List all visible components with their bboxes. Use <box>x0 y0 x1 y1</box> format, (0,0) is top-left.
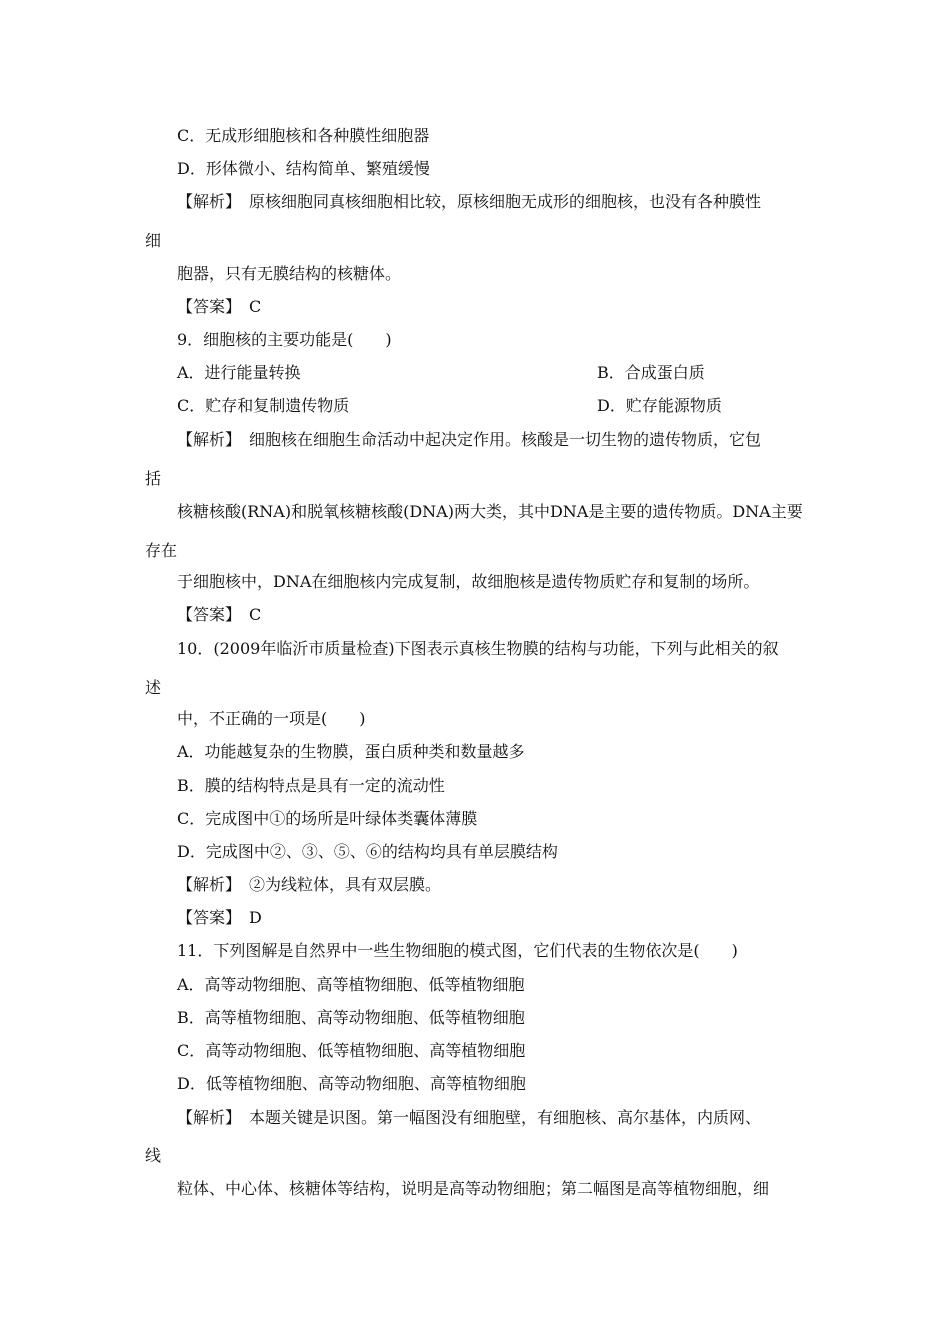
option-b-q10: B．膜的结构特点是具有一定的流动性 <box>177 776 445 795</box>
analysis-q9-line3: 于细胞核中，DNA在细胞核内完成复制，故细胞核是遗传物质贮存和复制的场所。 <box>177 572 760 591</box>
option-d-q11: D．低等植物细胞、高等动物细胞、高等植物细胞 <box>177 1074 526 1093</box>
analysis-q9-line1: 【解析】 细胞核在细胞生命活动中起决定作用。核酸是一切生物的遗传物质，它包 <box>177 430 762 449</box>
analysis-q9-wrap2: 存在 <box>145 541 178 560</box>
analysis-q8-line2: 胞器，只有无膜结构的核糖体。 <box>177 264 402 283</box>
analysis-q9-wrap1: 括 <box>145 469 162 488</box>
analysis-q11-line2: 粒体、中心体、核糖体等结构，说明是高等动物细胞；第二幅图是高等植物细胞，细 <box>177 1179 770 1198</box>
option-c-q8: C．无成形细胞核和各种膜性细胞器 <box>177 126 430 145</box>
question-10-wrap: 述 <box>145 678 162 697</box>
option-c-q11: C．高等动物细胞、低等植物细胞、高等植物细胞 <box>177 1041 526 1060</box>
analysis-q10: 【解析】 ②为线粒体，具有双层膜。 <box>177 875 442 894</box>
question-10-line1: 10．(2009年临沂市质量检查)下图表示真核生物膜的结构与功能，下列与此相关的叙 <box>177 639 779 658</box>
question-10-line2: 中，不正确的一项是( ) <box>177 709 366 728</box>
analysis-q9-line2: 核糖核酸(RNA)和脱氧核糖核酸(DNA)两大类，其中DNA是主要的遗传物质。DNA主要 <box>177 502 803 521</box>
question-11: 11．下列图解是自然界中一些生物细胞的模式图，它们代表的生物依次是( ) <box>177 941 738 960</box>
option-a-q10: A．功能越复杂的生物膜，蛋白质种类和数量越多 <box>177 742 525 761</box>
option-c-q10: C．完成图中①的场所是叶绿体类囊体薄膜 <box>177 809 478 828</box>
analysis-q11-wrap: 线 <box>145 1146 162 1165</box>
option-d-q8: D．形体微小、结构简单、繁殖缓慢 <box>177 159 430 178</box>
option-b-q9: B．合成蛋白质 <box>597 363 705 382</box>
analysis-q11-line1: 【解析】 本题关键是识图。第一幅图没有细胞壁，有细胞核、高尔基体，内质网、 <box>177 1108 762 1127</box>
option-b-q11: B．高等植物细胞、高等动物细胞、低等植物细胞 <box>177 1008 525 1027</box>
option-c-q9: C．贮存和复制遗传物质 <box>177 396 350 415</box>
analysis-q8-line1: 【解析】 原核细胞同真核细胞相比较，原核细胞无成形的细胞核，也没有各种膜性 <box>177 192 762 211</box>
option-a-q9: A．进行能量转换 <box>177 363 301 382</box>
question-9: 9．细胞核的主要功能是( ) <box>177 330 392 349</box>
analysis-q8-wrap: 细 <box>145 231 162 250</box>
answer-q8: 【答案】 C <box>177 297 262 316</box>
option-d-q9: D．贮存能源物质 <box>597 396 722 415</box>
option-d-q10: D．完成图中②、③、⑤、⑥的结构均具有单层膜结构 <box>177 842 558 861</box>
answer-q9: 【答案】 C <box>177 605 262 624</box>
answer-q10: 【答案】 D <box>177 908 262 927</box>
option-a-q11: A．高等动物细胞、高等植物细胞、低等植物细胞 <box>177 975 525 994</box>
